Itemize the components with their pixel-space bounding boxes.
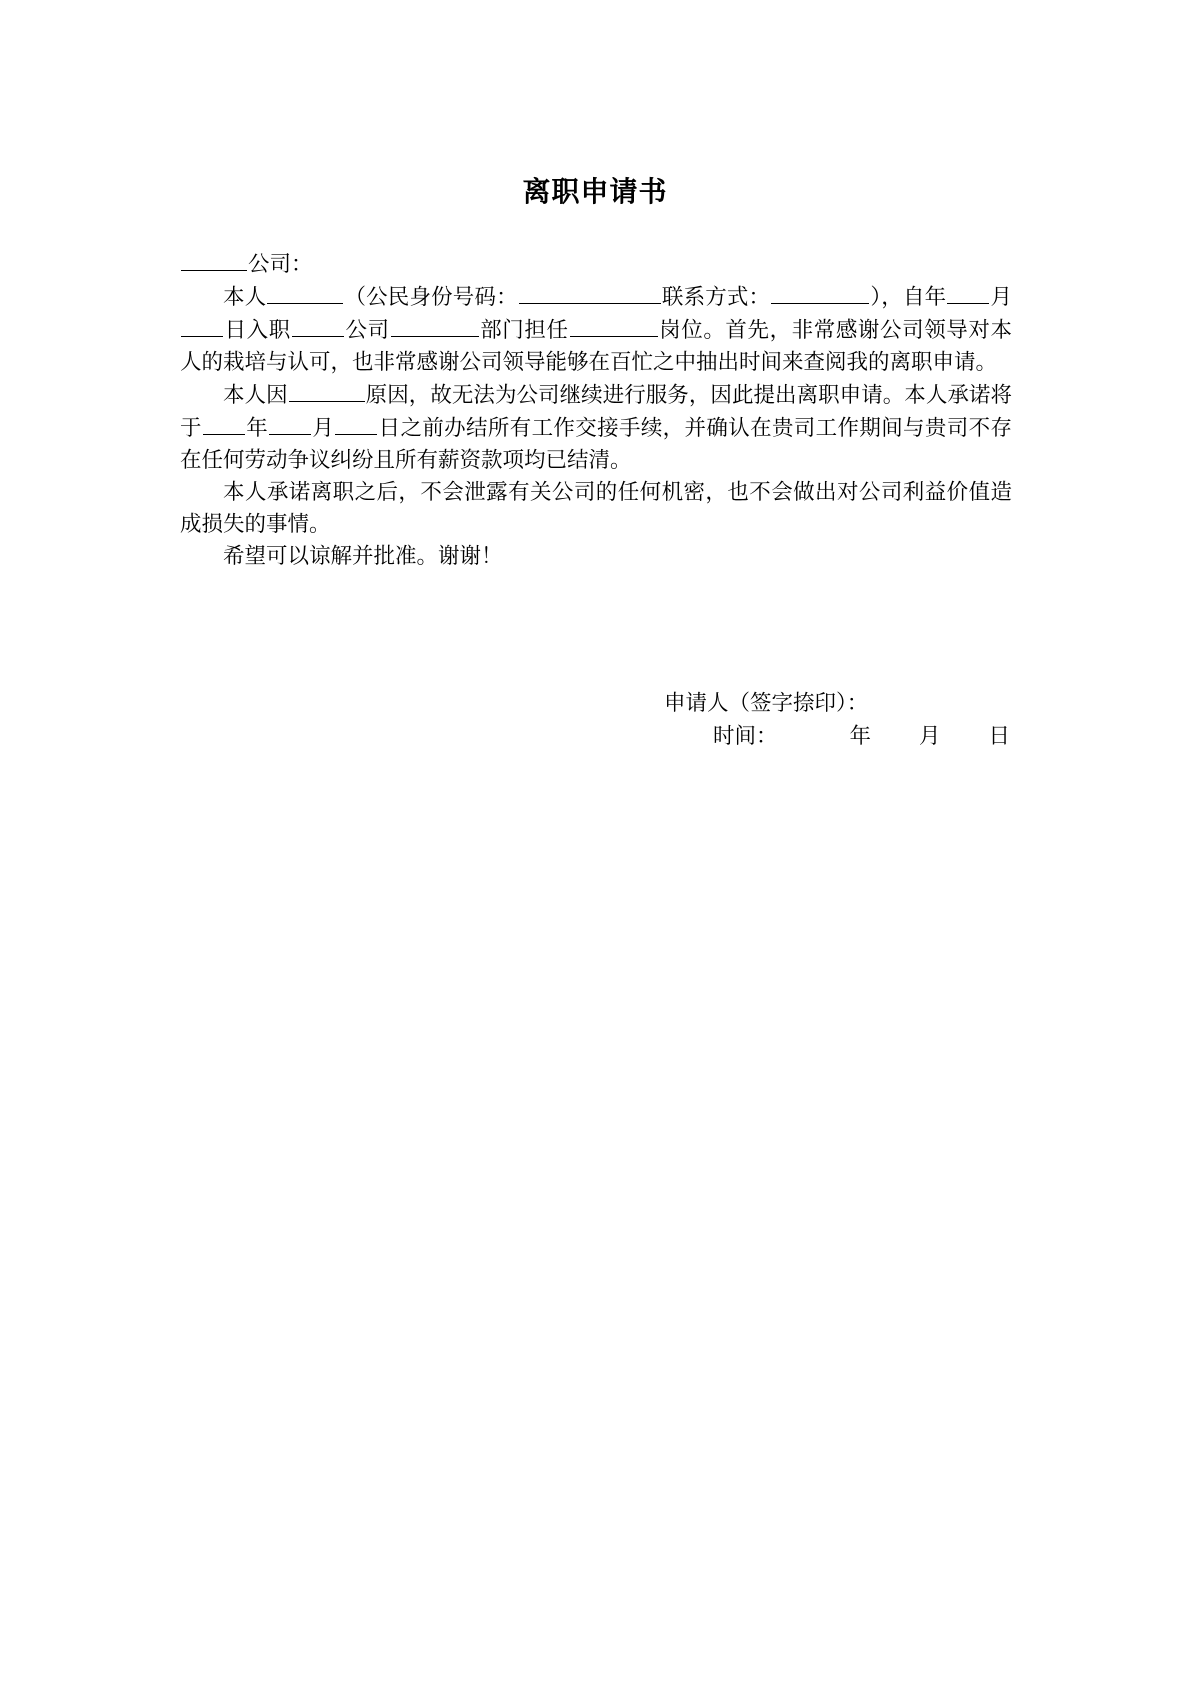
signature-date-line: 时间： 年 月 日	[713, 724, 1011, 749]
paragraph-4: 希望可以谅解并批准。谢谢！	[223, 544, 503, 569]
id-number-blank[interactable]	[519, 281, 661, 304]
salutation: 公司：	[180, 248, 1012, 281]
paragraph-1: 本人 （公民身份号码： 联系方式： ），自年 月日入职 公司 部门担任 岗位。首先，非常感谢公司领导对本人的栽培与认可，也非常感谢公司领导能够在百忙之中抽出时间来查阅我的离职申请。	[180, 281, 1012, 379]
reason-blank[interactable]	[289, 379, 365, 402]
contact-blank[interactable]	[771, 281, 869, 304]
document-title: 离职申请书	[522, 175, 668, 208]
applicant-signature-label: 申请人（签字捺印）：	[664, 691, 869, 716]
paragraph-3: 本人承诺离职之后，不会泄露有关公司的任何机密，也不会做出对公司利益价值造成损失的事情。	[180, 480, 1012, 537]
department-blank[interactable]	[391, 314, 479, 337]
join-year-blank[interactable]	[947, 281, 989, 304]
handover-year-blank[interactable]	[203, 412, 245, 435]
handover-day-blank[interactable]	[335, 412, 377, 435]
company-blank[interactable]	[181, 248, 247, 271]
join-month-blank[interactable]	[181, 314, 223, 337]
name-blank[interactable]	[267, 281, 343, 304]
handover-month-blank[interactable]	[269, 412, 311, 435]
position-blank[interactable]	[570, 314, 658, 337]
join-company-blank[interactable]	[292, 314, 344, 337]
paragraph-2: 本人因 原因，故无法为公司继续进行服务，因此提出离职申请。本人承诺将于 年 月 日之前办结所有工作交接手续，并确认在贵司工作期间与贵司不存在任何劳动争议纠纷且所有薪资款项均已结清。	[180, 379, 1012, 477]
document-body	[180, 248, 1012, 573]
